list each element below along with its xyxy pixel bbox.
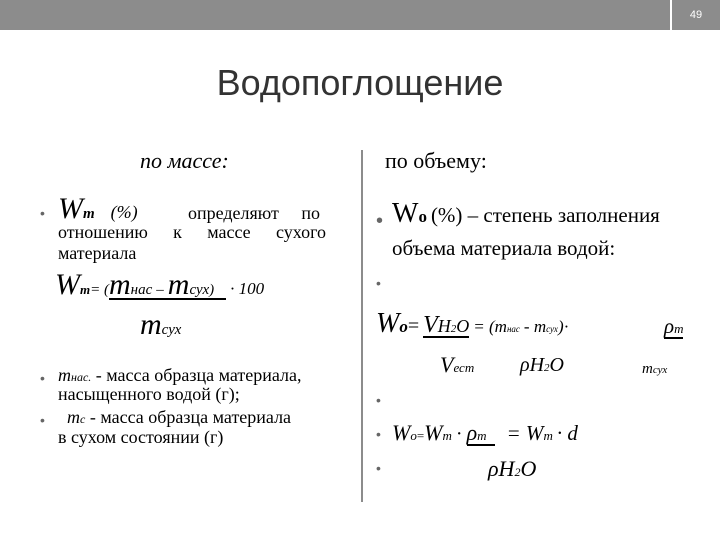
den-sub: сух [161, 322, 182, 338]
times-100: · 100 [230, 279, 265, 298]
right-heading: по объему: [385, 148, 487, 173]
f1-rho-symbol: ρ [664, 314, 675, 338]
w-symbol: W [58, 192, 83, 225]
f1-vest: V [440, 352, 454, 377]
f1-minus: - m [523, 317, 547, 336]
f1-nas: нас [506, 324, 520, 334]
f1-close: ) [557, 317, 564, 336]
f1-msukh [642, 360, 667, 378]
f1-v: V [423, 312, 438, 338]
page-number: 49 [670, 0, 720, 30]
nas-sub: нас [130, 282, 153, 298]
f1-o-sub: о [399, 317, 408, 336]
formula-w-sub: m [80, 282, 91, 297]
f1-msukh-sub: сух [652, 364, 668, 376]
f2-denominator [488, 456, 536, 482]
f2-den-two: 2 [514, 465, 521, 479]
f2-w: W [392, 420, 411, 445]
bullet: • [40, 205, 45, 221]
right-formula1-top [376, 308, 569, 340]
bullet: • [376, 426, 381, 442]
f2-den-o: О [520, 456, 537, 481]
def1-line1 [58, 365, 302, 386]
f1-w: W [376, 308, 400, 339]
def1-sub: нас. [71, 370, 92, 384]
f2-o-sub: о [410, 428, 417, 443]
f2-m-sub: m [442, 428, 452, 443]
minus: – [156, 282, 164, 298]
formula-w: W [55, 268, 80, 301]
m-sukh: m [167, 268, 190, 301]
def1-line2: насыщенного водой (г); [58, 384, 240, 404]
right-formula2 [392, 420, 578, 446]
formula-eq: = ( [90, 282, 109, 298]
column-divider [361, 150, 363, 502]
formula-numerator-group [109, 268, 226, 301]
f2-rho: ρ [466, 420, 478, 445]
left-item1-line3: материала [58, 243, 137, 263]
right-formula1-bottom [440, 352, 474, 378]
f2-wm: W [424, 420, 443, 445]
bullet: • [376, 275, 381, 291]
bullet: • [40, 412, 45, 428]
wo-sub: о [418, 207, 427, 226]
def2-line1 [58, 407, 291, 428]
f1-two: 2 [450, 323, 457, 335]
f1-rho2 [520, 354, 564, 377]
f2-eq2: = W [506, 421, 544, 445]
f1-h: Н [437, 316, 451, 336]
f2-rho-group [466, 420, 495, 446]
def1-symbol: m [58, 365, 71, 385]
def2-text: - масса образца материала [89, 407, 292, 427]
pct: (%) [110, 202, 138, 222]
right-item1-line1 [392, 198, 660, 230]
left-formula-numerator [55, 268, 264, 302]
f2-dot: · [455, 423, 463, 445]
close-paren: ) [209, 282, 215, 298]
f1-est: ест [453, 360, 475, 375]
right-item1-line2: объема материала водой: [392, 236, 616, 260]
top-bar [0, 0, 720, 30]
bullet: • [40, 370, 45, 386]
f1-rho2-two: 2 [544, 362, 550, 374]
den-m: m [140, 308, 162, 341]
f2-m-sub2: m [543, 428, 553, 443]
bullet: • [376, 460, 381, 476]
f2-rho-sub: m [477, 428, 487, 443]
bullet: • [376, 392, 381, 408]
f2-d: · d [556, 421, 578, 445]
left-item1-line2: отношению к массе сухого [58, 222, 326, 242]
left-formula-denominator [140, 308, 181, 342]
f1-rho2-symbol: ρН [520, 354, 545, 376]
left-item1-rest: определяют по [188, 203, 321, 223]
left-item1-line1 [58, 192, 138, 226]
f2-den-rho: ρН [488, 456, 515, 481]
f1-sukh: сух [546, 324, 558, 334]
f1-rho [664, 314, 683, 339]
def2-sub: с [80, 412, 86, 426]
f1-eq2: = (m [473, 317, 507, 336]
bullet: • [376, 210, 384, 232]
f1-eq: = [407, 315, 420, 337]
f2-eq: = [416, 428, 425, 443]
slide-title: Водопоглощение [216, 62, 504, 103]
f1-dot: · [563, 317, 570, 336]
def2-line2: в сухом состоянии (г) [58, 427, 224, 447]
f1-o: О [456, 316, 470, 336]
wo-symbol: W [392, 198, 419, 229]
def2-symbol: m [67, 407, 80, 427]
left-heading: по массе: [140, 148, 229, 173]
f1-rho-sub: m [674, 321, 684, 336]
f1-rho-group [664, 314, 684, 339]
f1-v-group [423, 312, 470, 338]
f1-rho2-o: О [549, 354, 564, 376]
def1-text: - масса образца материала, [95, 365, 302, 385]
w-subscript: m [83, 206, 95, 222]
m-nas: m [109, 268, 131, 301]
right-item1-text: (%) – степень заполнения [430, 203, 660, 227]
f1-msukh-m: m [642, 361, 653, 377]
sukh-sub: сух [189, 282, 210, 298]
